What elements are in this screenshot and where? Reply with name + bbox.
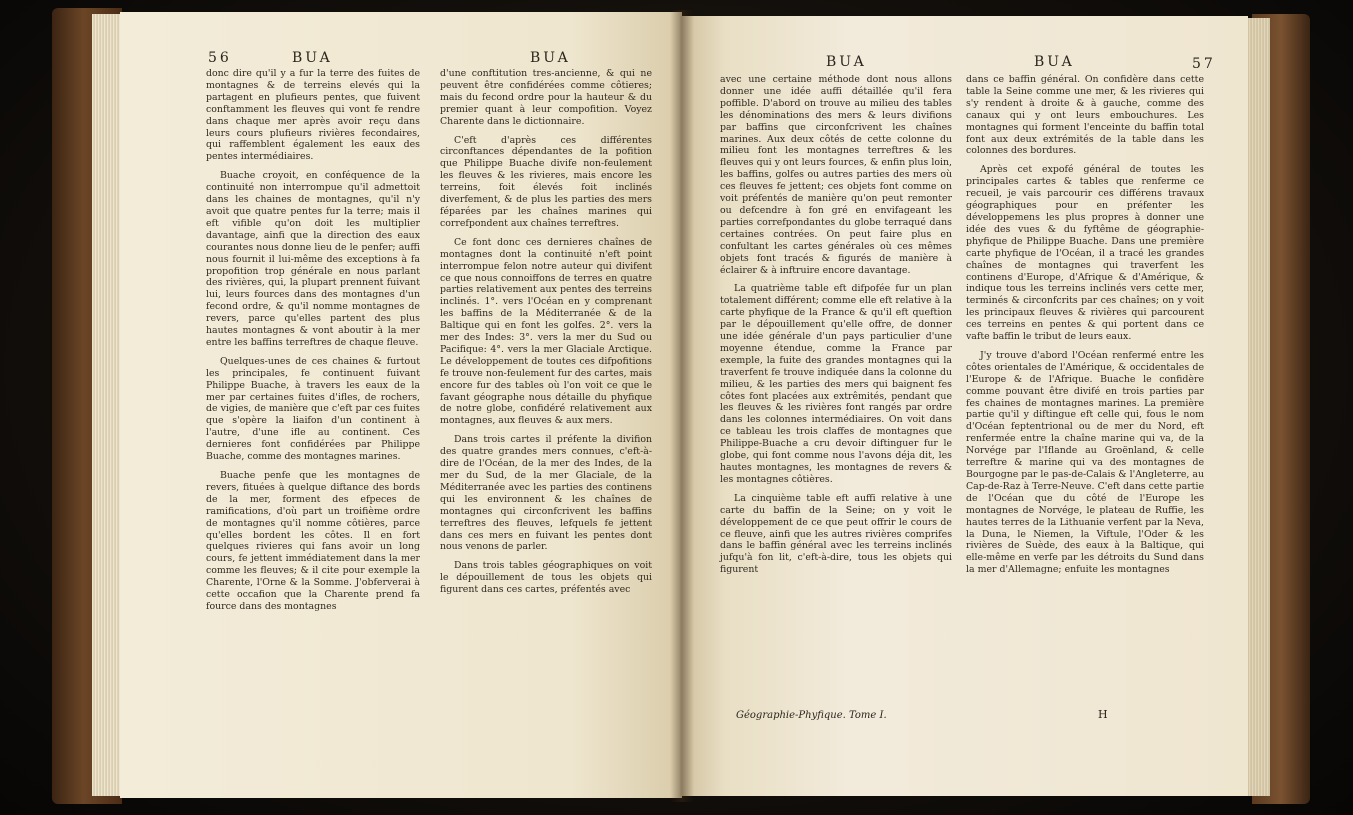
paragraph: Dans trois tables géographiques on voit le dépouillement de tous les objets qui figurent dans ces cartes, préfentés avec <box>440 560 652 596</box>
paragraph: J'y trouve d'abord l'Océan renfermé entre les côtes orientales de l'Amérique, & occidentales de l'Europe & de l'Afrique. Buache le confidère comme pouvant être divifé en trois parties par fes chaines de montagnes marines. La première partie qu'il y diftingue eft celle qui, fous le nom d'Océan feptentrional ou de mer du Nord, eft renfermée entre la chaîne marine qui va, de la Norvége par l'Iflande au Groënland, & celle terreftre & marine qui va des montagnes de Bourgogne par le pas-de-Calais & l'Angleterre, au Cap-de-Raz à Terre-Neuve. C'eft dans cette partie de l'Océan que du côté de l'Europe les montagnes de Norvége, le plateau de Ruffie, les hautes terres de la Lithuanie verfent par la Neva, la Duna, le Niemen, la Viftule, l'Oder & les rivières de Suède, des eaux à la Baltique, qui elle-même en verfe par les détroits du Sund dans la mer d'Allemagne; enfuite les montagnes <box>966 349 1204 576</box>
paragraph: Buache croyoit, en conféquence de la continuité non interrompue qu'il admettoit dans les chaines de montagnes, qu'il n'y avoit que quatre pentes fur la terre; mais il eft vifible qu'on doit les multiplier davantage, ainfi que la direction des eaux courantes nous donne lieu de le penfer; auffi nous fournit il lui-même des exceptions à fa propofition trop générale en nous parlant des rivières, qui, la plupart prennent fuivant lui, leurs fources dans des montagnes d'un fecond ordre, & qu'il nomme montagnes de revers, parce qu'elles partent des plus hautes montagnes & vont aboutir à la mer entre les baffins terreftres de chaque fleuve. <box>206 170 420 348</box>
right-page-header-left: BUA <box>826 54 867 70</box>
left-folio: 56 <box>208 50 232 66</box>
paragraph: C'eft d'après ces différentes circonftances dépendantes de la pofition que Philippe Buache divife non-feulement les fleuves & les rivieres, mais encore les terreins, foit élevés foit inclinés diverfement, & de plus les parties des mers féparées par les chaînes marines qui correfpondent aux chaînes terreftres. <box>440 134 652 229</box>
paragraph: Dans trois cartes il préfente la divifion des quatre grandes mers connues, c'eft-à-dire de l'Océan, de la mer des Indes, de la mer du Sud, de la mer Glaciale, de la Méditerranée avec les parties des continens qui les environnent & les chaînes de montagnes qui circonfcrivent les baffins terreftres des fleuves, lefquels fe jettent dans ces mers en fuivant les pentes dont nous venons de parler. <box>440 434 652 553</box>
left-page <box>120 12 682 798</box>
page-footer-title: Géographie-Phyfique. Tome I. <box>736 710 887 721</box>
paragraph: donc dire qu'il y a fur la terre des fuites de montagnes & de terreins elevés qui la partagent en plufieurs pentes, que fuivent conftamment les fleuves qui vont fe rendre dans chaque mer après avoir reçu dans leurs cours plufieurs rivières fecondaires, qui raffemblent également les eaux des pentes intermédiaires. <box>206 68 420 163</box>
right-column-2 <box>966 74 1204 764</box>
left-column-2 <box>440 68 652 788</box>
right-page-header-right: BUA <box>1034 54 1075 70</box>
right-folio: 57 <box>1192 56 1216 72</box>
paragraph: Après cet expofé général de toutes les principales cartes & tables que renferme ce recueil, je vais parcourir ces différens travaux géographiques pour en préfenter les développemens les plus propres à donner une idée des vues & du fyftême de géographie-phyfique de Philippe Buache. Dans une première carte phyfique de l'Océan, il a tracé les grandes chaînes de montagnes qui traverfent les continens d'Europe, d'Afrique & d'Amérique, & indique tous les terreins inclinés vers cette mer, terminés & circonfcrits par ces chaînes; on y voit les principaux fleuves & rivières qui parcourent ces terreins en pentes & qui portent dans ce vafte baffin le tribut de leurs eaux. <box>966 164 1204 343</box>
signature-mark: H <box>1098 708 1108 721</box>
left-column-1 <box>206 68 420 788</box>
paragraph: Buache penfe que les montagnes de revers, fituées à quelque diftance des bords de la mer, forment des efpeces de ramifications, d'où part un troifième ordre de montagnes qu'il nomme côtières, parce qu'elles bordent les côtes. Il en fort quelques rivieres qui fans avoir un long cours, fe jettent immédiatement dans la mer comme les fleuves; & il cite pour exemple la Charente, l'Orne & la Somme. J'obferverai à cette occafion que la Charente prend fa fource dans des montagnes <box>206 470 420 612</box>
paragraph: La quatrième table eft difpofée fur un plan totalement différent; comme elle eft relative à la carte phyfique de la France & qu'il eft queftion par le dépouillement qu'elle offre, de donner une idée générale d'un pays particulier d'une moyenne étendue, comme la France par exemple, la fuite des grandes montagnes qui la traverfent fe trouve indiquée dans la colonne du milieu, & les parties des mers qui baignent fes côtes font placées aux extrêmités, pendant que les fleuves & les rivières font rangés par ordre dans les colonnes intermédiaires. On voit dans ce tableau les trois claffes de montagnes que Philippe-Buache a cru devoir diftinguer fur le globe, qui font comme nous l'avons déja dit, les hautes montagnes, les montagnes de revers & les montagnes côtières. <box>720 283 952 485</box>
paragraph: Quelques-unes de ces chaines & furtout les principales, fe continuent fuivant Philippe Buache, à travers les eaux de la mer par certaines fuites d'ifles, de rochers, de vigies, de manière que c'eft par ces fuites que s'opère la liaifon d'un continent à l'autre, d'une ifle au continent. Ces dernieres font confidérées par Philippe Buache, comme des montagnes marines. <box>206 355 420 463</box>
left-page-header-right: BUA <box>530 50 571 66</box>
right-page <box>680 16 1248 796</box>
paragraph: d'une conftitution tres-ancienne, & qui ne peuvent être confidérées comme côtieres; mais du fecond ordre pour la hauteur & du premier quant à leur compofition. Voyez Charente dans le dictionnaire. <box>440 68 652 127</box>
right-column-1 <box>720 74 952 764</box>
paragraph: avec une certaine méthode dont nous allons donner une idée auffi détaillée qu'il fera poffible. D'abord on trouve au milieu des tables les dénominations des mers & leurs divifions par baffins que circonfcrivent les chaînes marines. Aux deux côtés de cette colonne du milieu font les montagnes terreftres & les fleuves qui y ont leurs fources, & enfin plus loin, les baffins, golfes ou autres parties des mers où ces fleuves fe jettent; ces objets font comme on voit préfentés de manière qu'on peut remonter ou defcendre à fon gré en envifageant les parties correfpondantes du globe terraqué dans certaines contrées. On peut faire plus en confultant les cartes générales où ces mêmes objets font tracés & figurés de manière à éclairer & à inftruire encore davantage. <box>720 74 952 276</box>
paragraph: La cinquième table eft auffi relative à une carte du baffin de la Seine; on y voit le développement de ce que peut offrir le cours de ce fleuve, ainfi que les autres rivières comprifes dans le baffin général avec les terreins inclinés jufqu'à fon lit, c'eft-à-dire, tous les objets qui figurent <box>720 492 952 576</box>
book-gutter <box>670 10 694 802</box>
left-page-header-left: BUA <box>292 50 333 66</box>
paragraph: dans ce baffin général. On confidère dans cette table la Seine comme une mer, & les rivieres qui s'y rendent à droite & à gauche, comme des canaux qui y ont leurs embouchures. Les montagnes qui forment l'enceinte du baffin total font aux deux extrémités de la table dans les colonnes des bordures. <box>966 74 1204 157</box>
paragraph: Ce font donc ces dernieres chaînes de montagnes dont la continuité n'eft point interrompue felon notre auteur qui divifent ce que nous connoiffons de terres en quatre parties relativement aux pentes des terreins inclinés. 1°. vers l'Océan en y comprenant les baffins de la Méditerranée & de la Baltique qui en font les golfes. 2°. vers la mer des Indes: 3°. vers la mer du Sud ou Pacifique: 4°. vers la mer Glaciale Arctique. Le développement de toutes ces difpofitions fe trouve non-feulement fur des cartes, mais encore fur des tables où l'on voit ce que le favant géographe nous détaille du phyfique de notre globe, confidéré relativement aux montagnes, aux fleuves & aux mers. <box>440 236 652 427</box>
